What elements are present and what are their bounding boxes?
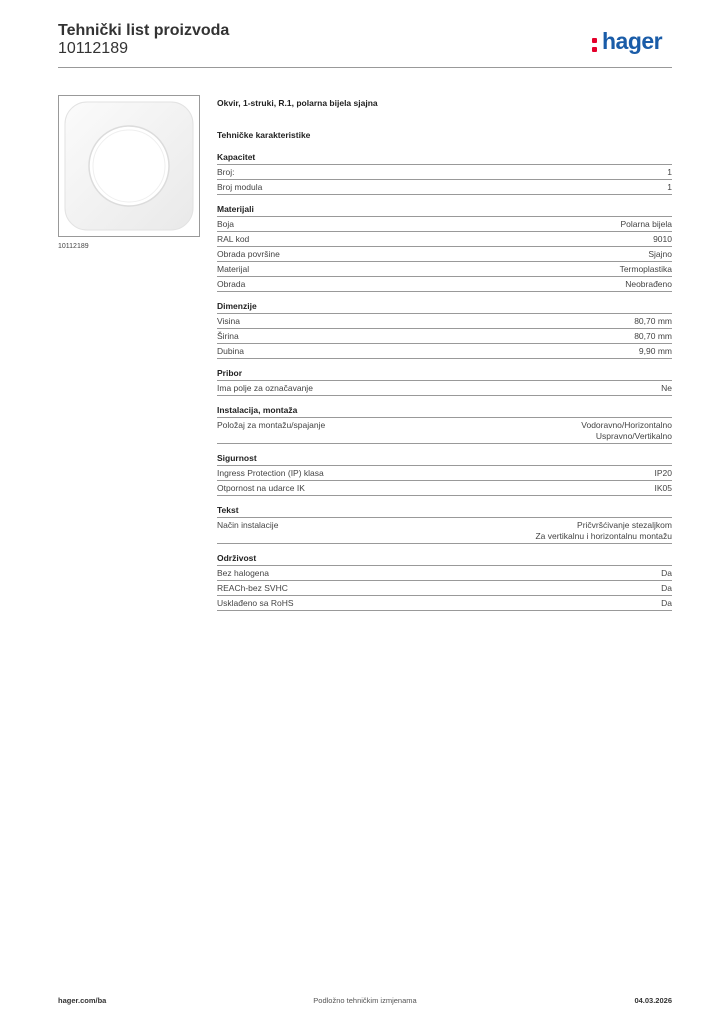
spec-row bbox=[217, 381, 672, 396]
footer-notice: Podložno tehničkim izmjenama bbox=[313, 996, 417, 1005]
section-title: Sigurnost bbox=[217, 453, 672, 466]
spec-value bbox=[661, 383, 672, 394]
spec-section bbox=[217, 553, 672, 611]
spec-label: Ima polje za označavanje bbox=[217, 383, 313, 393]
spec-value-line: Polarna bijela bbox=[620, 219, 672, 229]
spec-label: Broj: bbox=[217, 167, 235, 177]
spec-value bbox=[535, 520, 672, 542]
spec-value bbox=[639, 346, 672, 357]
spec-row bbox=[217, 596, 672, 611]
frame-icon bbox=[59, 96, 199, 236]
product-code: 10112189 bbox=[58, 40, 128, 57]
page-header bbox=[58, 22, 672, 70]
spec-value bbox=[655, 468, 673, 479]
spec-value-line: Ne bbox=[661, 383, 672, 393]
spec-row bbox=[217, 262, 672, 277]
spec-value bbox=[648, 249, 672, 260]
spec-value bbox=[661, 583, 672, 594]
spec-value-line: 9,90 mm bbox=[638, 346, 672, 356]
spec-value-line: IK05 bbox=[654, 483, 672, 493]
spec-value bbox=[620, 264, 672, 275]
section-title: Dimenzije bbox=[217, 301, 672, 314]
spec-row bbox=[217, 418, 672, 444]
section-title: Tekst bbox=[217, 505, 672, 518]
tech-heading: Tehničke karakteristike bbox=[217, 130, 311, 140]
spec-label: Ingress Protection (IP) klasa bbox=[217, 468, 324, 478]
logo-text: hager bbox=[602, 28, 663, 54]
spec-section bbox=[217, 368, 672, 396]
spec-label: Usklađeno sa RoHS bbox=[217, 598, 294, 608]
product-image bbox=[58, 95, 200, 237]
spec-row bbox=[217, 314, 672, 329]
spec-label: Broj modula bbox=[217, 182, 263, 192]
spec-section bbox=[217, 405, 672, 444]
spec-value bbox=[667, 182, 672, 193]
spec-label: Obrada površine bbox=[217, 249, 280, 259]
image-caption: 10112189 bbox=[58, 243, 89, 250]
spec-value bbox=[661, 598, 672, 609]
spec-label: Boja bbox=[217, 219, 235, 229]
spec-value-line: Da bbox=[661, 568, 672, 578]
spec-value-line: 80,70 mm bbox=[634, 316, 672, 326]
document-title: Tehnički list proizvoda bbox=[58, 22, 230, 39]
spec-value bbox=[625, 279, 672, 290]
footer-date: 04.03.2026 bbox=[634, 996, 672, 1005]
spec-value bbox=[581, 420, 672, 442]
section-title: Pribor bbox=[217, 368, 672, 381]
spec-row bbox=[217, 329, 672, 344]
spec-value bbox=[653, 234, 672, 245]
spec-value-line: Da bbox=[661, 598, 672, 608]
product-name: Okvir, 1-struki, R.1, polarna bijela sjajna bbox=[217, 98, 378, 108]
spec-label: Širina bbox=[217, 331, 239, 341]
spec-label: REACh-bez SVHC bbox=[217, 583, 288, 593]
spec-row bbox=[217, 581, 672, 596]
spec-value-line: Neobrađeno bbox=[625, 279, 672, 289]
spec-row bbox=[217, 180, 672, 195]
spec-value bbox=[620, 219, 672, 230]
spec-row bbox=[217, 344, 672, 359]
spec-row bbox=[217, 165, 672, 180]
footer-website: hager.com/ba bbox=[58, 996, 107, 1005]
spec-value-line: Da bbox=[661, 583, 672, 593]
spec-section bbox=[217, 204, 672, 292]
section-title: Materijali bbox=[217, 204, 672, 217]
spec-value-line: 9010 bbox=[653, 234, 672, 244]
spec-label: Dubina bbox=[217, 346, 244, 356]
section-title: Instalacija, montaža bbox=[217, 405, 672, 418]
spec-value-line: 1 bbox=[667, 167, 672, 177]
spec-value-line: IP20 bbox=[654, 468, 672, 478]
spec-row bbox=[217, 518, 672, 544]
spec-row bbox=[217, 277, 672, 292]
specification-area bbox=[217, 97, 672, 620]
spec-label: Otpornost na udarce IK bbox=[217, 483, 305, 493]
spec-row bbox=[217, 232, 672, 247]
section-title: Održivost bbox=[217, 553, 672, 566]
spec-value bbox=[661, 568, 672, 579]
spec-section bbox=[217, 152, 672, 195]
spec-row bbox=[217, 466, 672, 481]
section-title: Kapacitet bbox=[217, 152, 672, 165]
spec-label: Položaj za montažu/spajanje bbox=[217, 420, 326, 430]
spec-row bbox=[217, 217, 672, 232]
spec-value bbox=[634, 331, 672, 342]
spec-value-line: Uspravno/Vertikalno bbox=[595, 431, 672, 441]
logo-dots-icon bbox=[592, 38, 598, 55]
spec-value-line: Pričvršćivanje stezaljkom bbox=[577, 520, 672, 530]
page-footer bbox=[58, 996, 672, 1008]
spec-row bbox=[217, 566, 672, 581]
spec-label: RAL kod bbox=[217, 234, 250, 244]
spec-label: Bez halogena bbox=[217, 568, 269, 578]
spec-value-line: Termoplastika bbox=[619, 264, 672, 274]
spec-value bbox=[634, 316, 672, 327]
spec-value-line: Vodoravno/Horizontalno bbox=[581, 420, 672, 430]
spec-value bbox=[667, 167, 672, 178]
spec-section bbox=[217, 505, 672, 544]
hager-logo bbox=[592, 28, 672, 58]
spec-section bbox=[217, 453, 672, 496]
spec-value-line: 1 bbox=[667, 182, 672, 192]
spec-value-line: Sjajno bbox=[648, 249, 672, 259]
spec-value-line: Za vertikalnu i horizontalnu montažu bbox=[535, 531, 672, 541]
spec-section bbox=[217, 301, 672, 359]
spec-row bbox=[217, 481, 672, 496]
spec-row bbox=[217, 247, 672, 262]
spec-value-line: 80,70 mm bbox=[634, 331, 672, 341]
spec-sections bbox=[217, 152, 672, 611]
spec-label: Visina bbox=[217, 316, 240, 326]
header-divider bbox=[58, 67, 672, 68]
spec-label: Materijal bbox=[217, 264, 250, 274]
spec-label: Način instalacije bbox=[217, 520, 279, 530]
spec-value bbox=[655, 483, 673, 494]
spec-label: Obrada bbox=[217, 279, 246, 289]
